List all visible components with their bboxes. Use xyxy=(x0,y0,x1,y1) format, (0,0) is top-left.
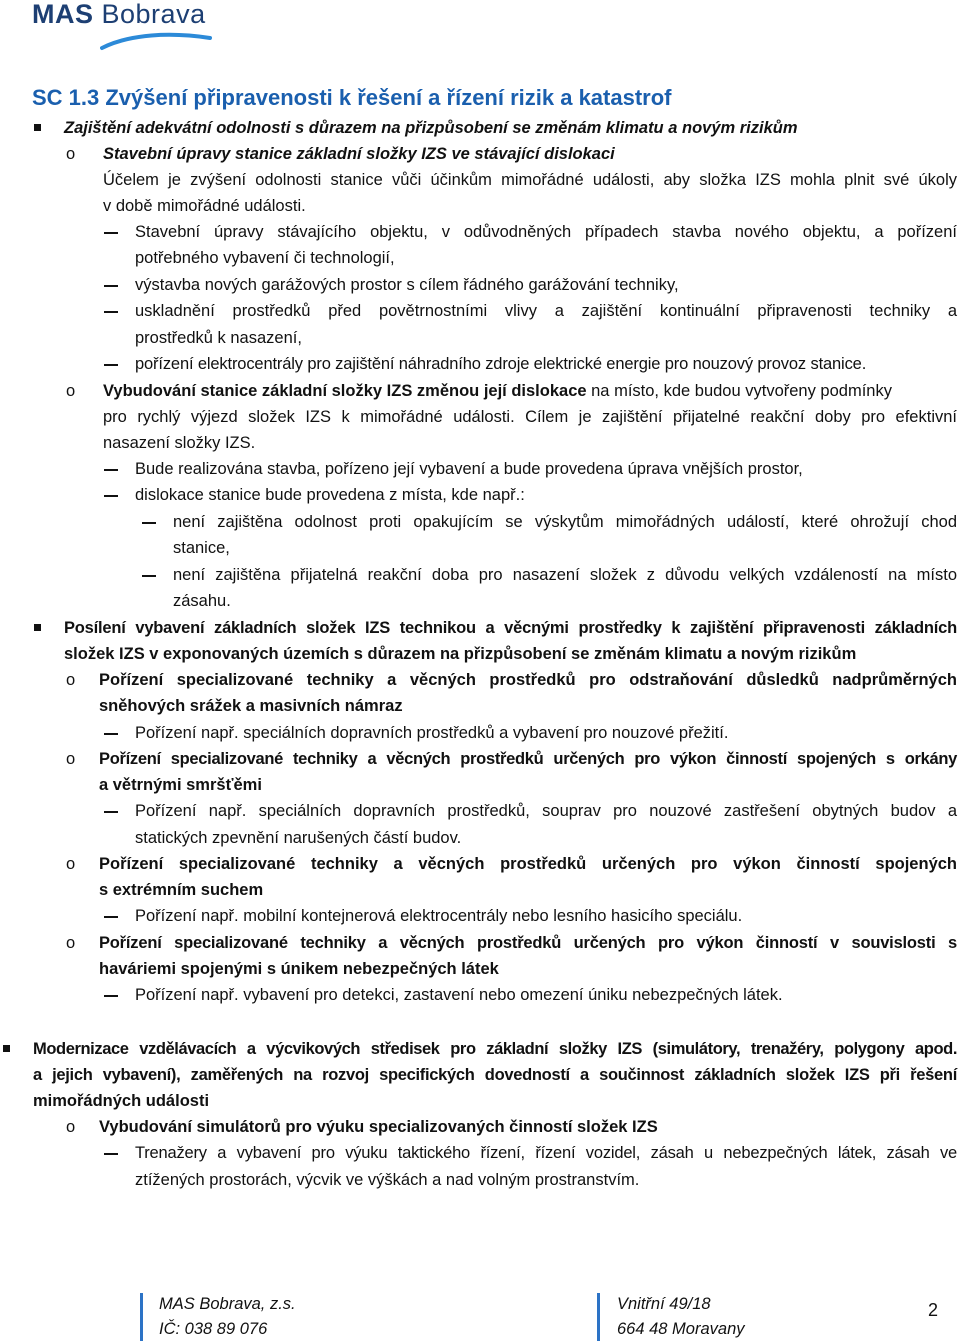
circle-bullet-icon: o xyxy=(66,855,76,873)
dash-bullet-icon xyxy=(104,495,118,497)
item-title: haváriemi spojenými s únikem nebezpečných látek xyxy=(99,960,499,978)
list-item: statických zpevnění narušených částí budov. xyxy=(135,829,462,847)
circle-bullet-icon: o xyxy=(66,382,76,400)
list-item: Stavební úpravy stávajícího objektu, v odůvodněných případech stavba nového objektu, a pořízení xyxy=(135,223,957,241)
dash-bullet-icon xyxy=(104,1153,118,1155)
list-item: potřebného vybavení či technologií, xyxy=(135,249,395,267)
dash-bullet-icon xyxy=(142,522,156,524)
subheading: Zajištění adekvátní odolnosti s důrazem na přizpůsobení se změnám klimatu a novým rizikům xyxy=(64,119,798,137)
list-item: stanice, xyxy=(173,539,230,557)
subheading: mimořádných události xyxy=(33,1092,210,1110)
list-item: pořízení elektrocentrály pro zajištění náhradního zdroje elektrické energie pro nouzový provoz stanice. xyxy=(135,355,867,373)
list-item: ztížených prostorách, výcvik ve výškách a nad volným prostranstvím. xyxy=(135,1171,640,1189)
list-item: Bude realizována stavba, pořízeno její vybavení a bude provedena úprava vnějších prostor, xyxy=(135,460,803,478)
list-item: není zajištěna odolnost proti opakujícím se výskytům mimořádných událostí, které ohrožují chod xyxy=(173,513,957,531)
item-title: Vybudování simulátorů pro výuku specializovaných činností složek IZS xyxy=(99,1118,658,1136)
footer-org-id: IČ: 038 89 076 xyxy=(159,1320,268,1338)
subheading: složek IZS v exponovaných územích s důrazem na přizpůsobení se změnám klimatu a novým rizikům xyxy=(64,645,857,663)
paragraph-line: nasazení složky IZS. xyxy=(103,434,256,452)
dash-bullet-icon xyxy=(104,285,118,287)
item-title-bold: Vybudování stanice základní složky IZS změnou její dislokace xyxy=(103,382,587,400)
dash-bullet-icon xyxy=(104,469,118,471)
list-item: není zajištěna přijatelná reakční doba pro nasazení složek z důvodu velkých vzdáleností na místo xyxy=(173,566,957,584)
circle-bullet-icon: o xyxy=(66,1118,76,1136)
section-title: SC 1.3 Zvýšení připravenosti k řešení a řízení rizik a katastrof xyxy=(32,85,672,110)
subheading: a jejich vybavení), zaměřených na rozvoj specifických dovedností a součinnost základních složek IZS při řešení xyxy=(33,1066,957,1084)
circle-bullet-icon: o xyxy=(66,145,76,163)
footer-divider xyxy=(140,1293,143,1341)
logo-light-text: Bobrava xyxy=(101,0,206,29)
footer-org-name: MAS Bobrava, z.s. xyxy=(159,1295,296,1313)
list-item: uskladnění prostředků před povětrnostními vlivy a zajištění kontinuální připravenosti techniky a xyxy=(135,302,957,320)
dash-bullet-icon xyxy=(104,811,118,813)
paragraph-line: Účelem je zvýšení odolnosti stanice vůči účinkům mimořádné události, aby složka IZS mohla plnit své úkoly xyxy=(103,171,957,189)
item-title: Pořízení specializované techniky a věcných prostředků určených pro výkon činností spojených s orkány xyxy=(99,750,957,768)
dash-bullet-icon xyxy=(142,575,156,577)
item-title: Stavební úpravy stanice základní složky IZS ve stávající dislokaci xyxy=(103,145,615,163)
subheading: Posílení vybavení základních složek IZS technikou a věcnými prostředky k zajištění připravenosti základních xyxy=(64,619,957,637)
page-number: 2 xyxy=(928,1300,939,1320)
circle-bullet-icon: o xyxy=(66,934,76,952)
item-title: Pořízení specializované techniky a věcných prostředků určených pro výkon činností spojených xyxy=(99,855,957,873)
item-title-rest: na místo, kde budou vytvořeny podmínky xyxy=(586,382,892,400)
circle-bullet-icon: o xyxy=(66,750,76,768)
item-title: s extrémním suchem xyxy=(99,881,264,899)
dash-bullet-icon xyxy=(104,916,118,918)
logo-swoosh-icon xyxy=(100,30,212,52)
item-title xyxy=(103,378,892,404)
square-bullet-icon xyxy=(34,624,41,631)
item-title: Pořízení specializované techniky a věcných prostředků pro odstraňování důsledků nadprůměrných xyxy=(99,671,957,689)
footer-divider xyxy=(597,1293,600,1341)
item-title: Pořízení specializované techniky a věcných prostředků určených pro výkon činností v souvislosti s xyxy=(99,934,957,952)
footer-address-city: 664 48 Moravany xyxy=(617,1320,745,1338)
list-item: výstavba nových garážových prostor s cílem řádného garážování techniky, xyxy=(135,276,679,294)
paragraph-line: pro rychlý výjezd složek IZS k mimořádné události. Cílem je zajištění přijatelné reakční doby pro efektivní xyxy=(103,408,957,426)
dash-bullet-icon xyxy=(104,733,118,735)
list-item: Pořízení např. mobilní kontejnerová elektrocentrály nebo lesního hasicího speciálu. xyxy=(135,907,743,925)
logo xyxy=(32,0,206,30)
logo-bold-text: MAS xyxy=(32,0,94,29)
footer-address-street: Vnitřní 49/18 xyxy=(617,1295,711,1313)
square-bullet-icon xyxy=(3,1045,10,1052)
item-title: a větrnými smršťěmi xyxy=(99,776,262,794)
dash-bullet-icon xyxy=(104,311,118,313)
square-bullet-icon xyxy=(34,124,41,131)
item-title: sněhových srážek a masivních námraz xyxy=(99,697,403,715)
list-item: dislokace stanice bude provedena z místa, kde např.: xyxy=(135,486,525,504)
list-item: Pořízení např. speciálních dopravních prostředků, souprav pro nouzové zastřešení obytných budov a xyxy=(135,802,957,820)
list-item: Pořízení např. speciálních dopravních prostředků a vybavení pro nouzové přežití. xyxy=(135,724,729,742)
dash-bullet-icon xyxy=(104,232,118,234)
list-item: zásahu. xyxy=(173,592,231,610)
circle-bullet-icon: o xyxy=(66,671,76,689)
list-item: prostředků k nasazení, xyxy=(135,329,302,347)
dash-bullet-icon xyxy=(104,364,118,366)
subheading: Modernizace vzdělávacích a výcvikových středisek pro základní složky IZS (simulátory, trenažéry, polygony apod. xyxy=(33,1040,957,1058)
paragraph-line: v době mimořádné události. xyxy=(103,197,306,215)
list-item: Trenažery a vybavení pro výuku taktického řízení, řízení vozidel, zásah u nebezpečných látek, zásah ve xyxy=(135,1144,957,1162)
list-item: Pořízení např. vybavení pro detekci, zastavení nebo omezení úniku nebezpečných látek. xyxy=(135,986,783,1004)
dash-bullet-icon xyxy=(104,995,118,997)
